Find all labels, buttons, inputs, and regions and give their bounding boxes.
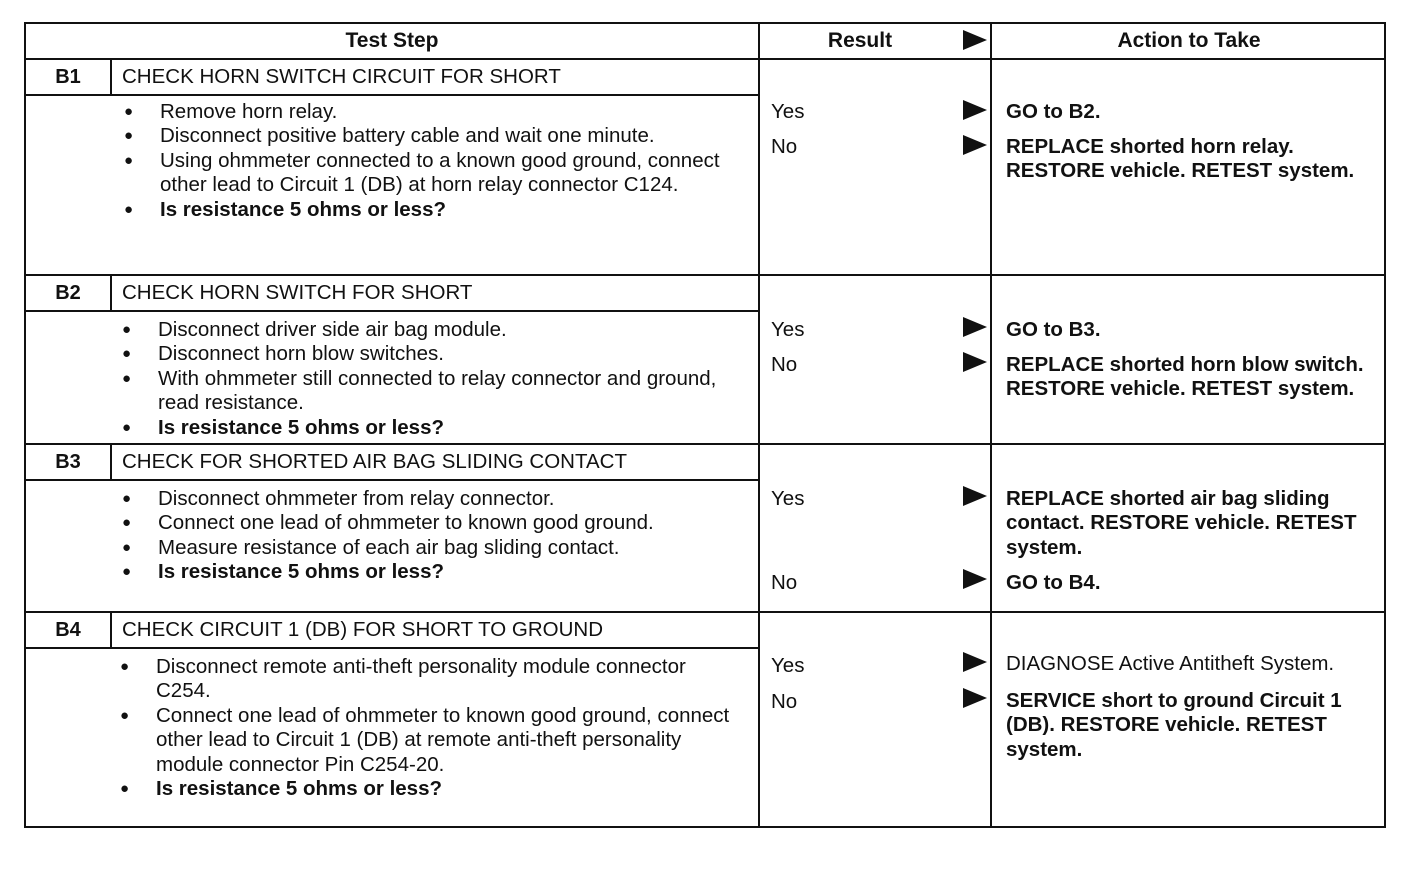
yes-arrow-icon bbox=[963, 100, 987, 120]
result-yes: Yes bbox=[771, 318, 805, 341]
diagnostic-table bbox=[24, 22, 1386, 828]
action-no-text: REPLACE shorted horn relay. RESTORE vehicle. RETEST system. bbox=[1006, 135, 1355, 183]
step-list bbox=[124, 100, 744, 222]
step-item: ● Disconnect positive battery cable and wait one minute. bbox=[124, 124, 744, 148]
result-no: No bbox=[771, 353, 798, 376]
step-list bbox=[122, 318, 742, 440]
step-list bbox=[122, 487, 742, 585]
step-item: ● Connect one lead of ohmmeter to known good ground. bbox=[122, 511, 742, 535]
no-arrow-icon bbox=[963, 352, 987, 372]
step-item: ● Disconnect remote anti-theft personality module connector C254. bbox=[120, 655, 740, 704]
id-divider bbox=[110, 60, 112, 94]
step-title: CHECK HORN SWITCH FOR SHORT bbox=[122, 281, 473, 304]
step-question: ● Is resistance 5 ohms or less? bbox=[120, 777, 740, 801]
title-divider bbox=[26, 479, 758, 481]
result-no: No bbox=[771, 135, 798, 158]
step-item: ● Connect one lead of ohmmeter to known good ground, connect other lead to Circuit 1 (DB) at remote anti-theft personality module connector Pin C254-20. bbox=[120, 704, 740, 777]
step-id: B1 bbox=[55, 66, 81, 88]
action-no-text: REPLACE shorted horn blow switch. RESTORE vehicle. RETEST system. bbox=[1006, 353, 1364, 401]
action-yes-text: GO to B3. bbox=[1006, 318, 1101, 341]
header-result: Result bbox=[827, 29, 893, 52]
action-yes-text: GO to B2. bbox=[1006, 100, 1101, 123]
step-question: ● Is resistance 5 ohms or less? bbox=[122, 416, 742, 440]
step-list bbox=[120, 655, 740, 801]
action-no-text: SERVICE short to ground Circuit 1 (DB). RESTORE vehicle. RETEST system. bbox=[1006, 689, 1342, 761]
column-divider-result bbox=[758, 24, 760, 826]
header-action: Action to Take bbox=[1117, 29, 1261, 52]
column-divider-action bbox=[990, 24, 992, 826]
yes-arrow-icon bbox=[963, 652, 987, 672]
action-no bbox=[1006, 689, 1391, 762]
step-item: ● Disconnect horn blow switches. bbox=[122, 342, 742, 366]
step-id: B2 bbox=[55, 282, 81, 304]
title-divider bbox=[26, 647, 758, 649]
action-no bbox=[1006, 353, 1391, 402]
id-divider bbox=[110, 613, 112, 647]
result-yes: Yes bbox=[771, 100, 805, 123]
action-yes-text: REPLACE shorted air bag sliding contact. RESTORE vehicle. RETEST system. bbox=[1006, 487, 1357, 559]
yes-arrow-icon bbox=[963, 486, 987, 506]
step-title: CHECK FOR SHORTED AIR BAG SLIDING CONTACT bbox=[122, 450, 627, 473]
step-item: ● Measure resistance of each air bag sliding contact. bbox=[122, 536, 742, 560]
no-arrow-icon bbox=[963, 688, 987, 708]
step-item: ● Remove horn relay. bbox=[124, 100, 744, 124]
result-no: No bbox=[771, 690, 798, 713]
action-yes-text: DIAGNOSE Active Antitheft System. bbox=[1006, 652, 1335, 675]
no-arrow-icon bbox=[963, 569, 987, 589]
step-question: ● Is resistance 5 ohms or less? bbox=[124, 198, 744, 222]
yes-arrow-icon bbox=[963, 317, 987, 337]
step-title: CHECK CIRCUIT 1 (DB) FOR SHORT TO GROUND bbox=[122, 618, 604, 641]
header-test-step: Test Step bbox=[345, 29, 439, 52]
step-question: ● Is resistance 5 ohms or less? bbox=[122, 560, 742, 584]
action-no bbox=[1006, 571, 1391, 595]
result-no: No bbox=[771, 571, 798, 594]
action-no bbox=[1006, 135, 1391, 184]
result-yes: Yes bbox=[771, 654, 805, 677]
id-divider bbox=[110, 276, 112, 310]
no-arrow-icon bbox=[963, 135, 987, 155]
action-yes bbox=[1006, 100, 1391, 124]
step-item: ● Disconnect ohmmeter from relay connector. bbox=[122, 487, 742, 511]
action-no-text: GO to B4. bbox=[1006, 571, 1101, 594]
action-yes bbox=[1006, 487, 1391, 560]
step-item: ● Disconnect driver side air bag module. bbox=[122, 318, 742, 342]
step-item: ● With ohmmeter still connected to relay connector and ground, read resistance. bbox=[122, 367, 742, 416]
header-arrow-icon bbox=[963, 30, 987, 50]
step-id: B3 bbox=[55, 451, 81, 473]
step-id: B4 bbox=[55, 619, 81, 641]
action-yes bbox=[1006, 318, 1391, 342]
title-divider bbox=[26, 310, 758, 312]
step-item: ● Using ohmmeter connected to a known good ground, connect other lead to Circuit 1 (DB) at horn relay connector C124. bbox=[124, 149, 744, 198]
id-divider bbox=[110, 445, 112, 479]
action-yes bbox=[1006, 652, 1391, 676]
result-yes: Yes bbox=[771, 487, 805, 510]
title-divider bbox=[26, 94, 758, 96]
step-title: CHECK HORN SWITCH CIRCUIT FOR SHORT bbox=[122, 65, 561, 88]
